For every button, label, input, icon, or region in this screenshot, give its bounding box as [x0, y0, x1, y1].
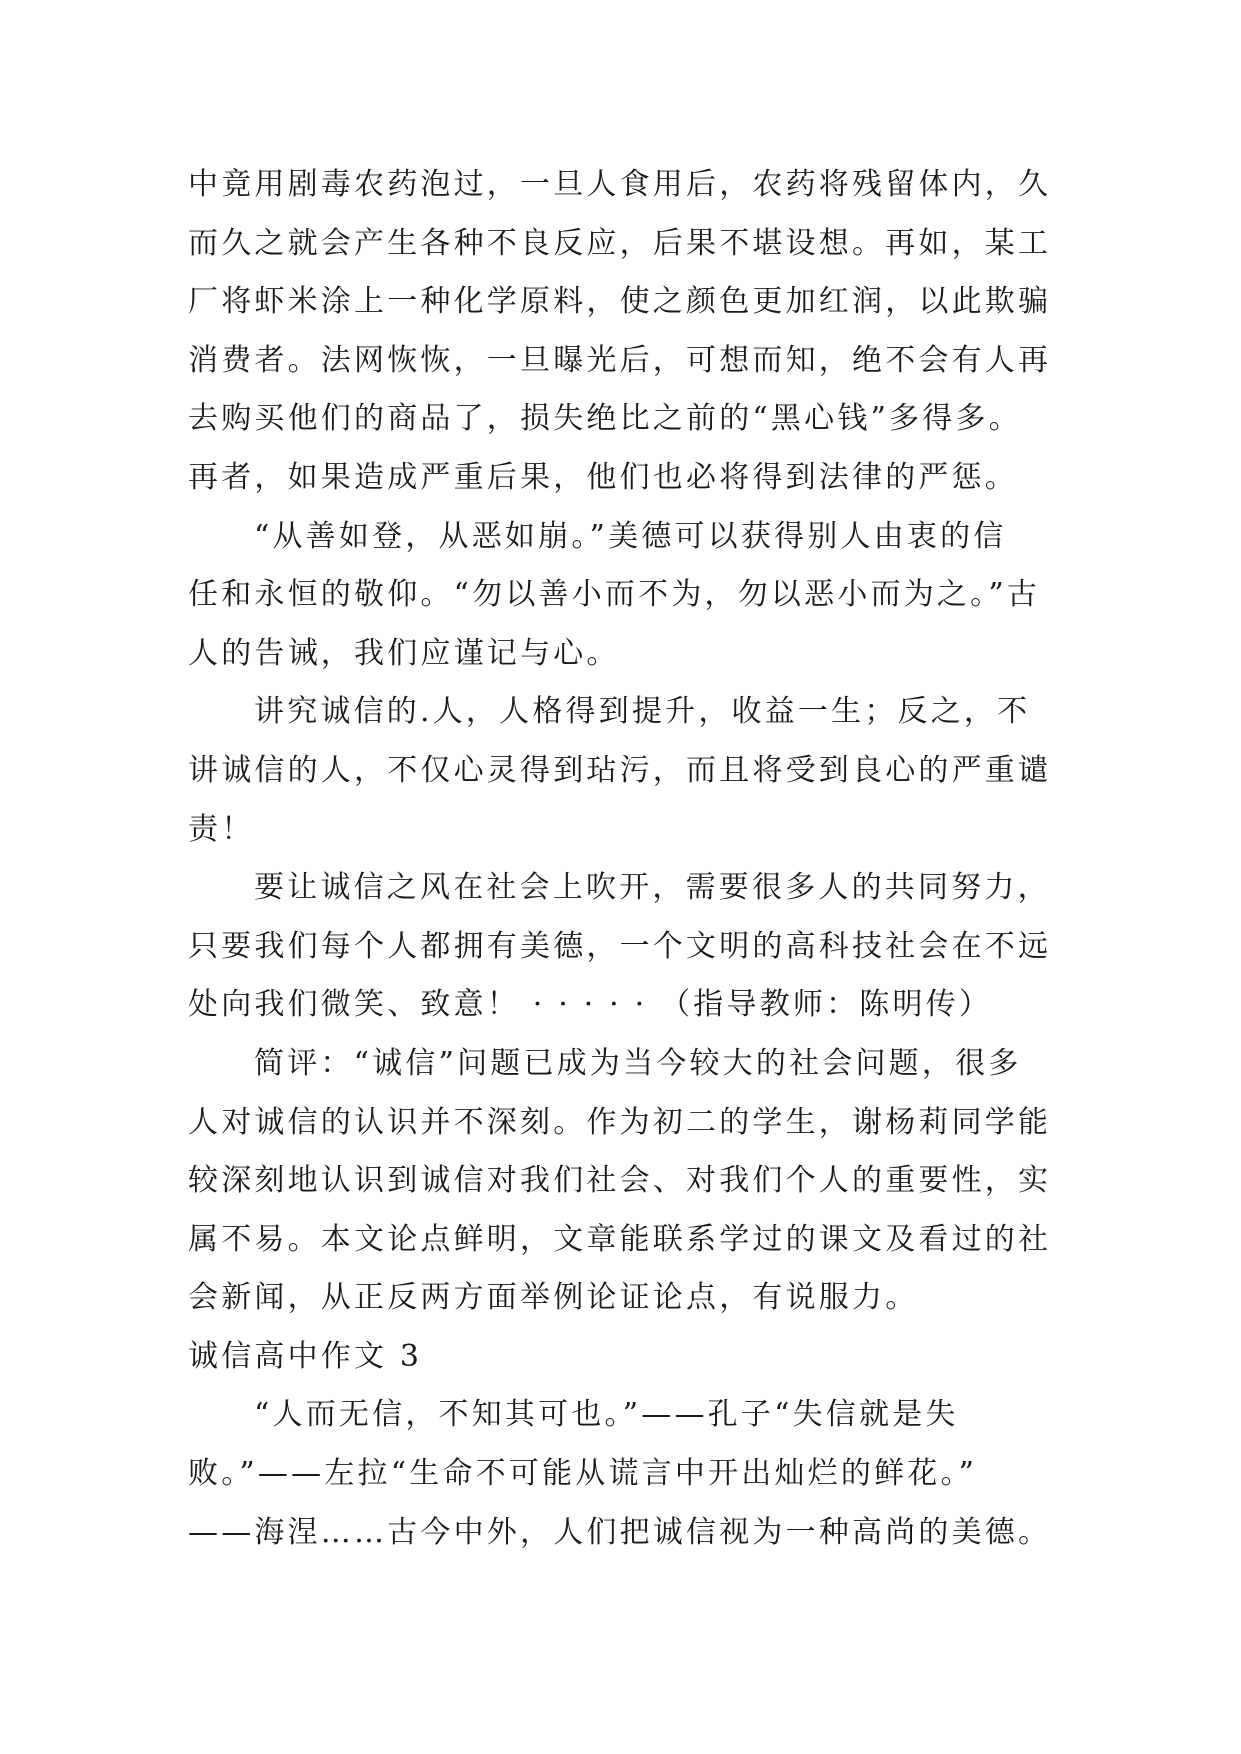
text-line: 败。”——左拉“生命不可能从谎言中开出灿烂的鲜花。” [188, 1456, 978, 1492]
text-line: 处向我们微笑、致意！ · · · · · （指导教师：陈明传） [188, 987, 993, 1023]
text-line: 人对诚信的认识并不深刻。作为初二的学生，谢杨莉同学能 [188, 1104, 1052, 1140]
text-line: 属不易。本文论点鲜明，文章能联系学过的课文及看过的社 [188, 1221, 1052, 1257]
text-line: 而久之就会产生各种不良反应，后果不堪设想。再如，某工 [188, 225, 1052, 261]
text-line: 再者，如果造成严重后果，他们也必将得到法律的严惩。 [188, 459, 1018, 495]
text-line: 去购买他们的商品了，损失绝比之前的“黑心钱”多得多。 [188, 401, 1022, 437]
text-line: 责！ [188, 811, 255, 847]
text-line: 较深刻地认识到诚信对我们社会、对我们个人的重要性，实 [188, 1163, 1052, 1199]
document-body [188, 156, 1068, 1562]
text-line: 消费者。法网恢恢，一旦曝光后，可想而知，绝不会有人再 [188, 342, 1052, 378]
text-line: 任和永恒的敬仰。“勿以善小而不为，勿以恶小而为之。”古 [188, 577, 1041, 613]
paragraph-start-line: “从善如登，从恶如崩。”美德可以获得别人由衷的信 [254, 518, 1007, 554]
text-line: 中竟用剧毒农药泡过，一旦人食用后，农药将残留体内，久 [188, 167, 1052, 202]
paragraph-start-line: 讲究诚信的.人，人格得到提升，收益一生；反之，不 [254, 694, 1031, 730]
text-line: 会新闻，从正反两方面举例论证论点，有说服力。 [188, 1280, 919, 1316]
paragraph-start-line: “人而无信，不知其可也。”——孔子“失信就是失 [254, 1397, 959, 1433]
text-line: ——海涅……古今中外，人们把诚信视为一种高尚的美德。 [188, 1514, 1052, 1550]
text-line: 厂将虾米涂上一种化学原料，使之颜色更加红润，以此欺骗 [188, 284, 1052, 320]
text-line: 人的告诫，我们应谨记与心。 [188, 635, 620, 671]
paragraph-start-line: 简评：“诚信”问题已成为当今较大的社会问题，很多 [254, 1045, 1022, 1081]
paragraph-start-line: 要让诚信之风在社会上吹开，需要很多人的共同努力， [254, 870, 1051, 906]
section-heading: 诚信高中作文 3 [188, 1338, 423, 1374]
text-line: 讲诚信的人，不仅心灵得到玷污，而且将受到良心的严重谴 [188, 752, 1052, 788]
text-line: 只要我们每个人都拥有美德，一个文明的高科技社会在不远 [188, 928, 1052, 964]
